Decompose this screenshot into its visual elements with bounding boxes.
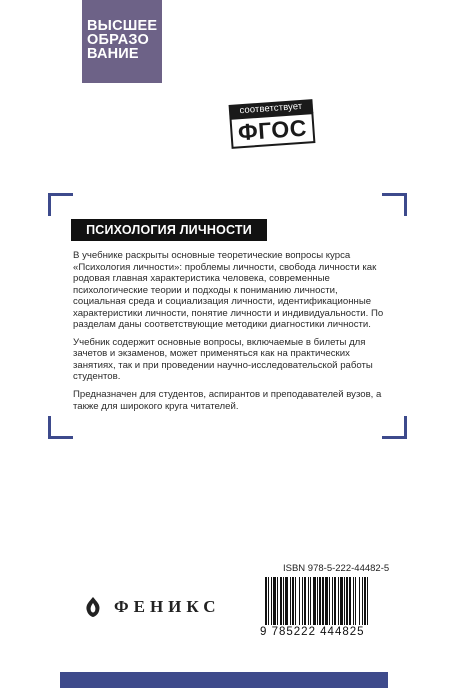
series-line-2: ОБРАЗО [87, 32, 149, 48]
series-line-3: ВАНИЕ [87, 46, 139, 62]
frame-corner-top-left [48, 193, 73, 216]
series-line-1: ВЫСШЕЕ [87, 18, 158, 34]
frame-corner-top-right [382, 193, 407, 216]
publisher-logo [82, 595, 221, 619]
stamp-bottom-text: ФГОС [229, 112, 315, 149]
stamp-top-text: соответствует [229, 99, 314, 119]
book-description [73, 250, 393, 418]
book-title: ПСИХОЛОГИЯ ЛИЧНОСТИ [71, 219, 267, 241]
frame-corner-bottom-right [382, 416, 407, 439]
phoenix-flame-icon [82, 596, 104, 618]
isbn-label: ISBN 978-5-222-44482-5 [283, 563, 390, 574]
description-paragraph-2: Учебник содержит основные вопросы, включаемые в билеты для зачетов и экзаменов, может применяться как на практических занятиях, так и при проведении научно-исследовательской работы студентов. [73, 336, 373, 383]
frame-corner-bottom-left [48, 416, 73, 439]
isbn-barcode [265, 577, 379, 625]
fgos-stamp [229, 99, 316, 149]
series-badge [82, 0, 162, 83]
description-paragraph-1: В учебнике раскрыты основные теоретические вопросы курса «Психология личности»: проблемы личности, свобода личности как родовая главная характеристика человека, современные психологические теории и подходы к пониманию личности, социальная среда и социализация личности, идентификационные характеристики личности, понятие личности и индивидуальности. По разделам даны соответствующие методики диагностики личности. [73, 250, 384, 331]
description-paragraph-3: Предназначен для студентов, аспирантов и преподавателей вузов, а также для широкого круга читателей. [73, 389, 382, 412]
bottom-color-band [60, 672, 388, 688]
barcode-number: 9 785222 444825 [260, 626, 365, 638]
publisher-name: ФЕНИКС [114, 597, 221, 616]
barcode-gap [368, 577, 370, 625]
